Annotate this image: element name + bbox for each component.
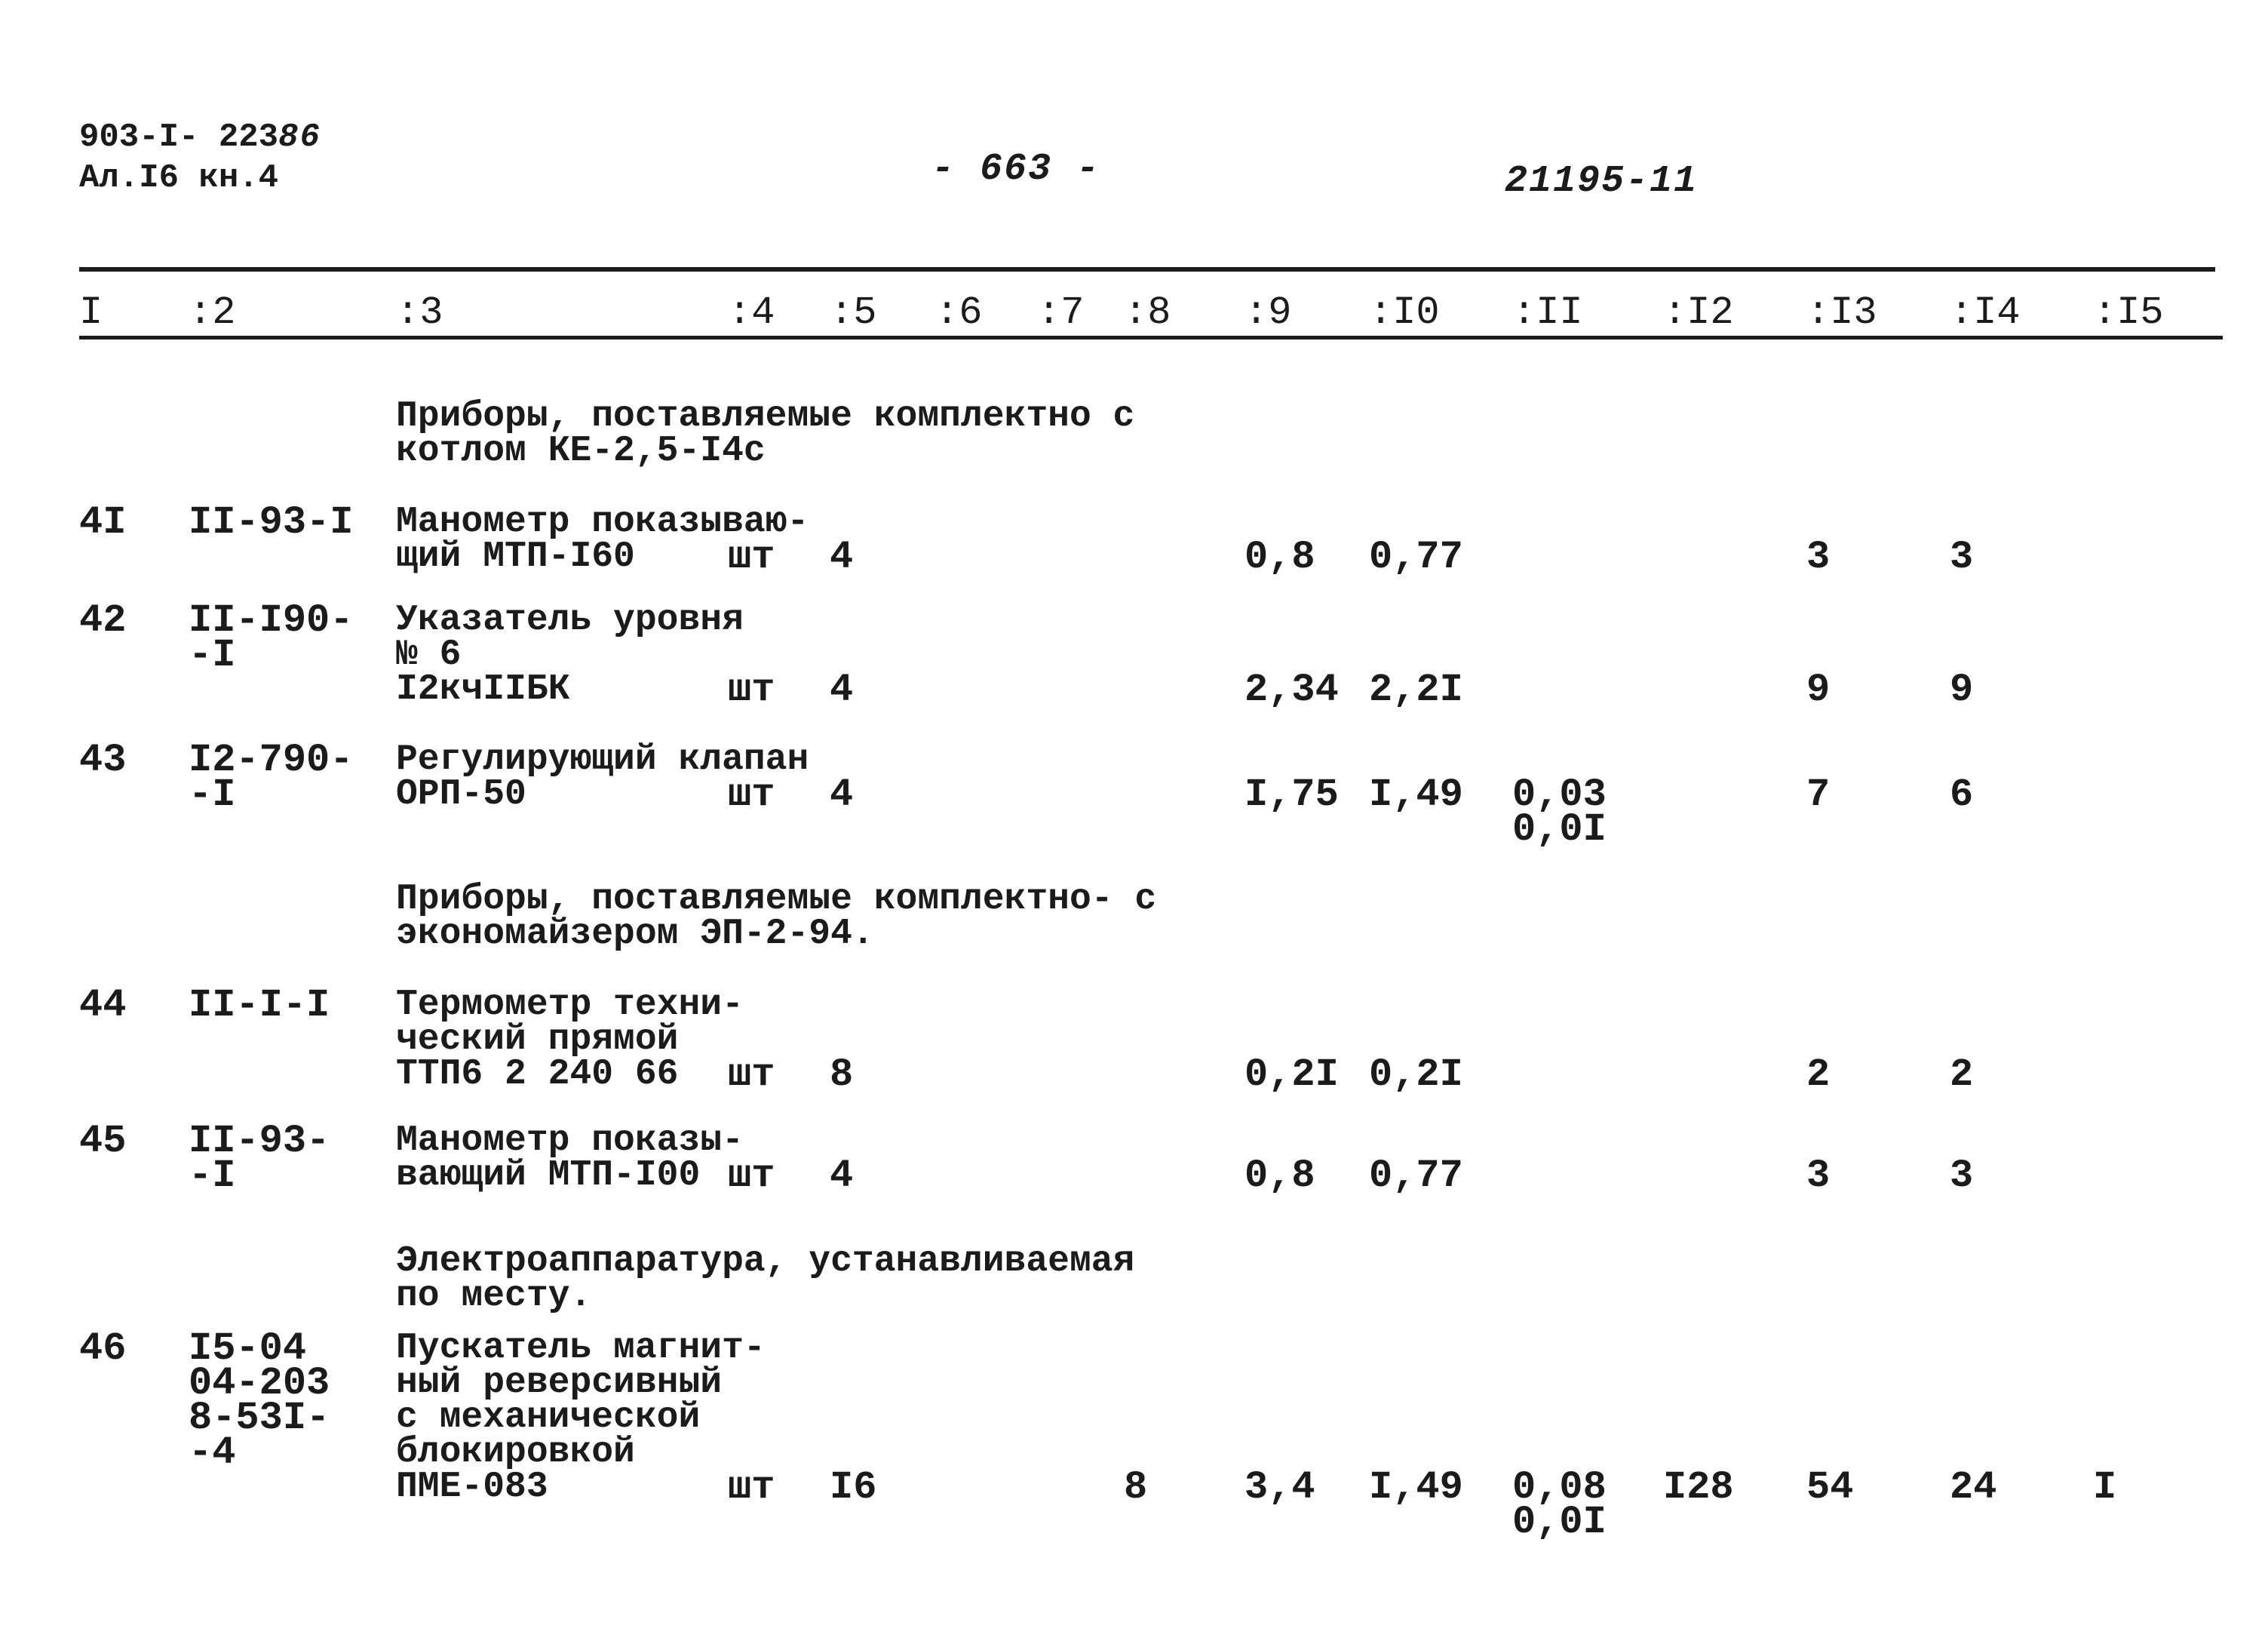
column-15-value: I (2093, 1465, 2117, 1510)
item-code-line: 04-203 (189, 1361, 330, 1406)
column-number-11: :II (1512, 290, 1583, 335)
item-code-line: -4 (189, 1430, 236, 1475)
item-description-line: блокировкой (396, 1432, 635, 1473)
column-8-value: 8 (1124, 1465, 1148, 1510)
section-heading-line: Электроаппаратура, устанавливаемая (396, 1241, 1135, 1282)
item-description-line: Термометр техни- (396, 985, 744, 1025)
item-description-line: Манометр показы- (396, 1120, 744, 1161)
item-description-line: № 6 (396, 634, 462, 675)
item-number: 46 (79, 1326, 127, 1371)
column-11-value: 0,0I (1512, 807, 1607, 852)
column-14-value: 24 (1950, 1465, 1997, 1510)
section-heading-line: котлом КЕ-2,5-I4с (396, 431, 766, 472)
document-code (79, 119, 321, 155)
table-header-bottom-rule (79, 336, 2223, 340)
column-13-value: 9 (1806, 668, 1831, 712)
section-heading-line: Приборы, поставляемые комплектно с (396, 396, 1135, 437)
column-14-value: 6 (1950, 773, 1974, 817)
column-10-value: 0,77 (1369, 1154, 1463, 1198)
quantity: 4 (830, 668, 854, 712)
column-11-value: 0,0I (1512, 1500, 1607, 1544)
column-number-7: :7 (1037, 290, 1085, 335)
column-9-value: 0,8 (1244, 535, 1315, 579)
item-description-line: ПМЕ-083 (396, 1467, 548, 1507)
column-14-value: 3 (1950, 1154, 1974, 1198)
column-10-value: 0,77 (1369, 535, 1463, 579)
item-code-line: -I (189, 1154, 236, 1198)
sheet-reference: 21195-11 (1505, 160, 1699, 203)
column-13-value: 7 (1806, 773, 1831, 817)
item-description-line: Пускатель магнит- (396, 1328, 766, 1369)
item-code-line: II-I90- (189, 598, 354, 643)
column-10-value: I,49 (1369, 1465, 1463, 1510)
column-9-value: I,75 (1244, 773, 1339, 817)
item-description-line: Указатель уровня (396, 600, 744, 641)
item-description-line: I2кчIIБК (396, 669, 570, 710)
column-13-value: 54 (1806, 1465, 1854, 1510)
column-14-value: 3 (1950, 535, 1974, 579)
item-code-line: I2-790- (189, 738, 354, 782)
quantity: 8 (830, 1052, 854, 1097)
unit-of-measure: шт (728, 1154, 775, 1198)
item-number: 4I (79, 500, 127, 545)
item-description-line: ТТП6 2 240 66 (396, 1054, 679, 1095)
column-number-12: :I2 (1663, 290, 1734, 335)
item-description-line: ческий прямой (396, 1019, 679, 1060)
column-number-2: :2 (189, 290, 236, 335)
column-13-value: 3 (1806, 1154, 1831, 1198)
column-number-15: :I5 (2093, 290, 2164, 335)
column-10-value: 2,2I (1369, 668, 1463, 712)
column-12-value: I28 (1663, 1465, 1734, 1510)
column-10-value: I,49 (1369, 773, 1463, 817)
column-10-value: 0,2I (1369, 1052, 1463, 1097)
column-9-value: 3,4 (1244, 1465, 1315, 1510)
column-9-value: 0,2I (1244, 1052, 1339, 1097)
column-number-3: :3 (396, 290, 443, 335)
unit-of-measure: шт (728, 1052, 775, 1097)
column-number-6: :6 (935, 290, 983, 335)
column-number-5: :5 (830, 290, 877, 335)
item-code-line: II-93-I (189, 500, 354, 545)
item-code-line: I5-04 (189, 1326, 307, 1371)
column-number-4: :4 (728, 290, 775, 335)
unit-of-measure: шт (728, 1465, 775, 1510)
album-book-label: Ал.I6 кн.4 (79, 159, 279, 197)
page-number: - 663 - (931, 148, 1101, 191)
item-number: 42 (79, 598, 127, 643)
quantity: 4 (830, 773, 854, 817)
item-description-line: Регулирующий клапан (396, 739, 809, 780)
item-number: 43 (79, 738, 127, 782)
column-number-1: I (79, 290, 103, 335)
column-9-value: 0,8 (1244, 1154, 1315, 1198)
section-heading-line: по месту. (396, 1276, 592, 1317)
item-code-line: 8-53I- (189, 1396, 330, 1440)
column-13-value: 3 (1806, 535, 1831, 579)
column-number-9: :9 (1244, 290, 1292, 335)
item-description-line: с механической (396, 1397, 701, 1438)
column-14-value: 9 (1950, 668, 1974, 712)
item-number: 44 (79, 983, 127, 1028)
item-code-line: II-I-I (189, 983, 330, 1028)
document-code-suffix: 86 (278, 118, 321, 156)
unit-of-measure: шт (728, 535, 775, 579)
document-code-number: 903-I- 223 (79, 118, 279, 156)
column-number-14: :I4 (1950, 290, 2021, 335)
quantity: 4 (830, 1154, 854, 1198)
table-top-rule (79, 267, 2215, 272)
column-11-value: 0,03 (1512, 773, 1607, 817)
item-description-line: ОРП-50 (396, 774, 526, 815)
column-11-value: 0,08 (1512, 1465, 1607, 1510)
item-description-line: ный реверсивный (396, 1363, 723, 1403)
item-code-line: -I (189, 633, 236, 678)
item-code-line: II-93- (189, 1119, 330, 1163)
item-description-line: щий МТП-I60 (396, 536, 635, 577)
item-code-line: -I (189, 773, 236, 817)
item-number: 45 (79, 1119, 127, 1163)
column-number-10: :I0 (1369, 290, 1440, 335)
column-number-13: :I3 (1806, 290, 1877, 335)
column-14-value: 2 (1950, 1052, 1974, 1097)
unit-of-measure: шт (728, 773, 775, 817)
column-13-value: 2 (1806, 1052, 1831, 1097)
column-number-8: :8 (1124, 290, 1171, 335)
quantity: I6 (830, 1465, 877, 1510)
item-description-line: Манометр показываю- (396, 502, 809, 542)
section-heading-line: Приборы, поставляемые комплектно- с (396, 879, 1157, 920)
item-description-line: вающий МТП-I00 (396, 1155, 701, 1196)
column-9-value: 2,34 (1244, 668, 1339, 712)
quantity: 4 (830, 535, 854, 579)
unit-of-measure: шт (728, 668, 775, 712)
section-heading-line: экономайзером ЭП-2-94. (396, 914, 874, 954)
